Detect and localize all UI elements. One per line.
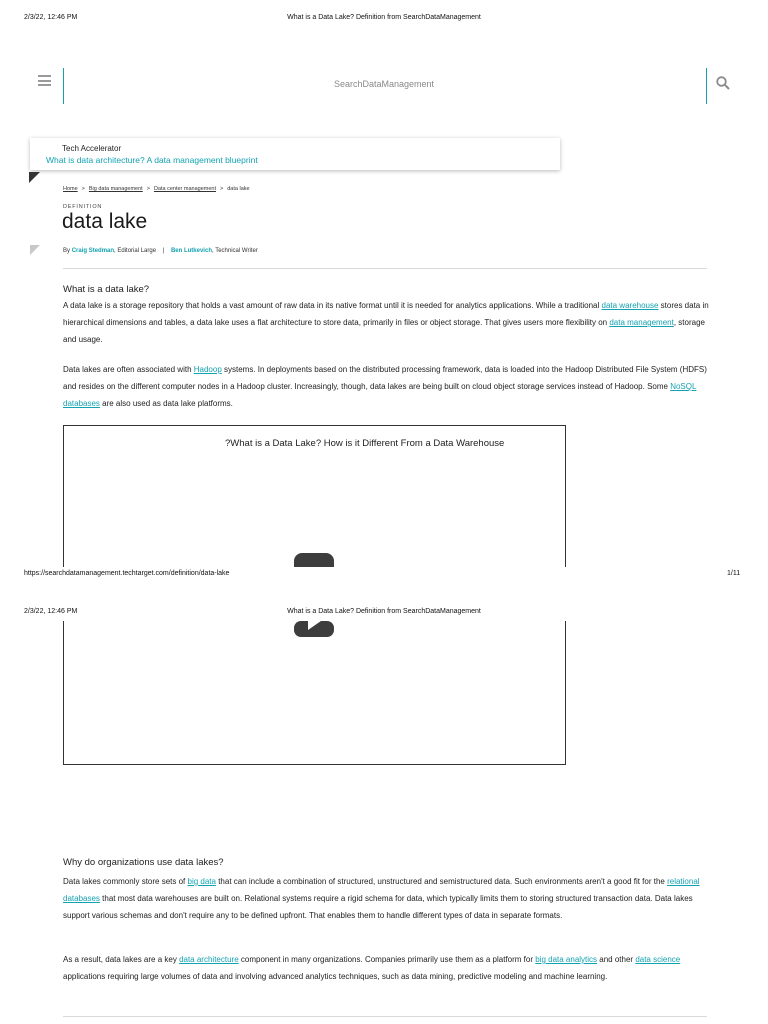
definition-label: DEFINITION [63,204,103,210]
divider [63,1016,707,1017]
author-link-craig-stedman[interactable]: Craig Stedman [71,248,115,254]
link-data-management[interactable]: data management [609,318,674,327]
paragraph [63,873,713,924]
paragraph-text: component in many organizations. Companies primarily use them as a platform for [238,955,536,964]
paragraph-text: Data lakes commonly store sets of [63,877,188,886]
link-hadoop[interactable]: Hadoop [193,365,222,374]
author-link-ben-lutkevich[interactable]: Ben Lutkevich [170,248,212,254]
tech-accelerator-label: Tech Accelerator [62,144,122,153]
paragraph-text: applications requiring large volumes of data and involving advanced analytics techniques, such as data mining, predictive modeling and machine learning. [63,972,608,981]
paragraph [63,297,713,348]
breadcrumb-data-center-management[interactable]: Data center management [153,186,217,192]
author-role: , Technical Writer [211,248,258,254]
section-heading-why-use: Why do organizations use data lakes? [63,857,224,868]
breadcrumb-big-data-management[interactable]: Big data management [88,186,143,192]
ribbon-fold-icon [29,172,40,183]
page-title: data lake [62,210,148,233]
paragraph [63,951,713,985]
link-data-architecture[interactable]: data architecture [179,955,239,964]
site-name[interactable]: SearchDataManagement [333,79,435,89]
breadcrumb-separator: > [220,186,224,192]
paragraph-text: A data lake is a storage repository that holds a vast amount of raw data in its native format until it is needed for analytics applications. While a traditional [63,301,602,310]
paragraph-text: that can include a combination of structured, unstructured and semistructured data. Such environments aren't a good fit for the [215,877,668,886]
link-big-data[interactable]: big data [187,877,216,886]
print-title: What is a Data Lake? Definition from SearchDataManagement [287,14,481,21]
link-data-warehouse[interactable]: data warehouse [601,301,659,310]
byline [63,248,258,254]
breadcrumb-separator: > [81,186,85,192]
byline-divider: | [162,248,165,254]
link-nosql-databases[interactable]: NoSQL databases [63,382,697,408]
link-data-science[interactable]: data science [635,955,681,964]
breadcrumb-home[interactable]: Home [63,186,78,192]
header-divider-right [706,68,707,104]
paragraph-text: , storage and usage. [63,318,705,344]
play-button[interactable] [294,553,334,567]
print-page-number: 1/11 [727,570,741,577]
paragraph-text: that most data warehouses are built on. Relational systems require a rigid schema for data, which typically limits them to storing structured transaction data. Data lakes support various schemas and don't require any to be defined upfront. That enables them to handle different types of data in separate formats. [63,894,693,920]
breadcrumb-separator: > [146,186,150,192]
print-title: What is a Data Lake? Definition from SearchDataManagement [287,608,481,615]
link-big-data-analytics[interactable]: big data analytics [535,955,598,964]
byline-prefix: By [63,248,71,254]
divider [63,268,707,269]
paragraph-text: systems. In deployments based on the distributed processing framework, data is loaded into the Hadoop Distributed File System (HDFS) and resides on the different computer nodes in a Hadoop cluster. Increasingly, though, data lakes are being built on cloud object storage services instead of Hadoop. Some [63,365,707,391]
print-datetime: 2/3/22, 12:46 PM [24,608,78,615]
paragraph-text: and other [597,955,636,964]
tech-accelerator-box[interactable] [30,138,560,170]
tech-accelerator-link[interactable]: What is data architecture? A data management blueprint [46,155,258,165]
paragraph-text: stores data in hierarchical dimensions and tables, a data lake uses a flat architecture to store data, primarily in files or object storage. That gives users more flexibility on [63,301,709,327]
paragraph-text: Data lakes are often associated with [63,365,194,374]
paragraph-text: are also used as data lake platforms. [99,399,233,408]
breadcrumb-current: data lake [227,186,250,192]
ribbon-fold-light-icon [30,245,40,255]
video-title[interactable]: ?What is a Data Lake? How is it Different From a Data Warehouse [225,438,505,449]
print-url: https://searchdatamanagement.techtarget.com/definition/data-lake [24,570,230,577]
print-datetime: 2/3/22, 12:46 PM [24,14,78,21]
search-icon[interactable] [716,76,730,90]
section-heading-what-is: What is a data lake? [63,284,150,295]
paragraph-text: As a result, data lakes are a key [63,955,180,964]
author-role: , Editorial Large [114,248,157,254]
link-relational-databases[interactable]: relational databases [63,877,700,903]
play-icon[interactable] [294,621,334,637]
breadcrumb [63,186,250,192]
paragraph [63,361,713,412]
